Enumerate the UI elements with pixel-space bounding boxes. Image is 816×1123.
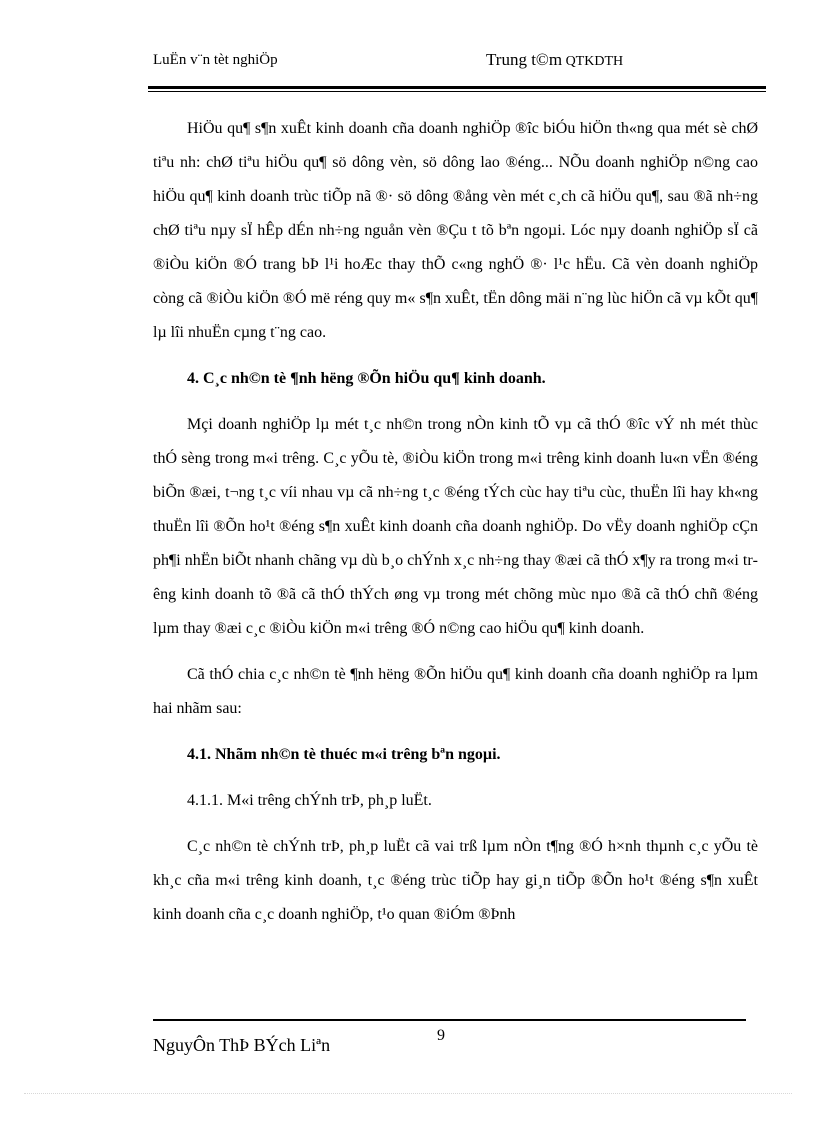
heading-section-4-1: 4.1. Nhãm nh©n tè thuéc m«i trêng bªn ngoµi. — [187, 746, 501, 763]
paragraph-factor-groups: Cã thÓ chia c¸c nh©n tè ¶nh hëng ®Õn hiÖu qu¶ kinh doanh cña doanh nghiÖp ra lµm hai nhãm sau: — [153, 666, 758, 717]
heading-section-4-1-1: 4.1.1. M«i trêng chÝnh trÞ, ph¸p luËt. — [187, 792, 432, 809]
header-center-code: QTKDTH — [562, 54, 624, 69]
paragraph-efficiency-indicators: HiÖu qu¶ s¶n xuÊt kinh doanh cña doanh nghiÖp ®îc biÓu hiÖn th«ng qua mét sè chØ tiªu nh: chØ tiªu hiÖu qu¶ sö dông vèn, sö dông lao ®éng... NÕu doanh nghiÖp n©ng cao hiÖu qu¶ kinh doanh trùc tiÕp nã ®· sö dông ®ång vèn mét c¸ch cã hiÖu qu¶, sau ®ã nh÷ng chØ tiªu nµy sÏ hÊp dÉn nh÷ng nguån vèn ®Çu t tõ bªn ngoµi. Lóc nµy doanh nghiÖp sÏ cã ®iÒu kiÖn ®Ó trang bÞ l¹i hoÆc thay thÕ c«ng nghÖ ®· l¹c hËu. Cã vèn doanh nghiÖp còng cã ®iÒu kiÖn ®Ó më réng quy m« s¶n xuÊt, tËn dông mäi n¨ng lùc hiÖn cã vµ kÕt qu¶ lµ lîi nhuËn cµng t¨ng cao. — [153, 120, 758, 341]
header-thesis-title: LuËn v¨n tèt nghiÖp — [153, 52, 278, 68]
paragraph-political-legal: C¸c nh©n tè chÝnh trÞ, ph¸p luËt cã vai trß lµm nÒn t¶ng ®Ó h×nh thµnh c¸c yÕu tè kh¸c cña m«i trêng kinh doanh, t¸c ®éng trùc tiÕp hay gi¸n tiÕp ®Õn ho¹t ®éng s¶n xuÊt kinh doanh cña c¸c doanh nghiÖp, t¹o quan ®iÓm ®Þnh — [153, 838, 758, 923]
page-number: 9 — [437, 1027, 445, 1044]
footer-rule — [153, 1019, 746, 1021]
paragraph-business-environment: Mçi doanh nghiÖp lµ mét t¸c nh©n trong nÒn kinh tÕ vµ cã thÓ ®îc vÝ nh mét thùc thÓ sèng trong m«i trêng. C¸c yÕu tè, ®iÒu kiÖn trong m«i trêng kinh doanh lu«n vËn ®éng biÕn ®æi, t¬ng t¸c víi nhau vµ cã nh÷ng t¸c ®éng tÝch cùc hay tiªu cùc, thuËn lîi hay kh«ng thuËn lîi ®Õn ho¹t ®éng s¶n xuÊt kinh doanh cña doanh nghiÖp. Do vËy doanh nghiÖp cÇn ph¶i nhËn biÕt nhanh chãng vµ dù b¸o chÝnh x¸c nh÷ng thay ®æi cã thÓ x¶y ra trong m«i trêng kinh doanh tõ ®ã cã thÓ thÝch øng vµ trong mét chõng mùc nµo ®ã cã thÓ chñ ®éng lµm thay ®æi c¸c ®iÒu kiÖn m«i trêng ®Ó n©ng cao hiÖu qu¶ kinh doanh. — [153, 416, 758, 637]
header-rule-thick — [148, 86, 766, 89]
page-body — [153, 112, 758, 932]
header-rule-thin — [148, 91, 766, 92]
header-center-name — [486, 50, 623, 70]
heading-section-4: 4. C¸c nh©n tè ¶nh hëng ®Õn hiÖu qu¶ kinh doanh. — [187, 370, 546, 387]
footer-author-name: NguyÔn ThÞ BÝch Liªn — [153, 1035, 331, 1055]
header-center-main: Trung t©m — [486, 50, 563, 69]
page-edge-dotted-line — [24, 1093, 792, 1094]
